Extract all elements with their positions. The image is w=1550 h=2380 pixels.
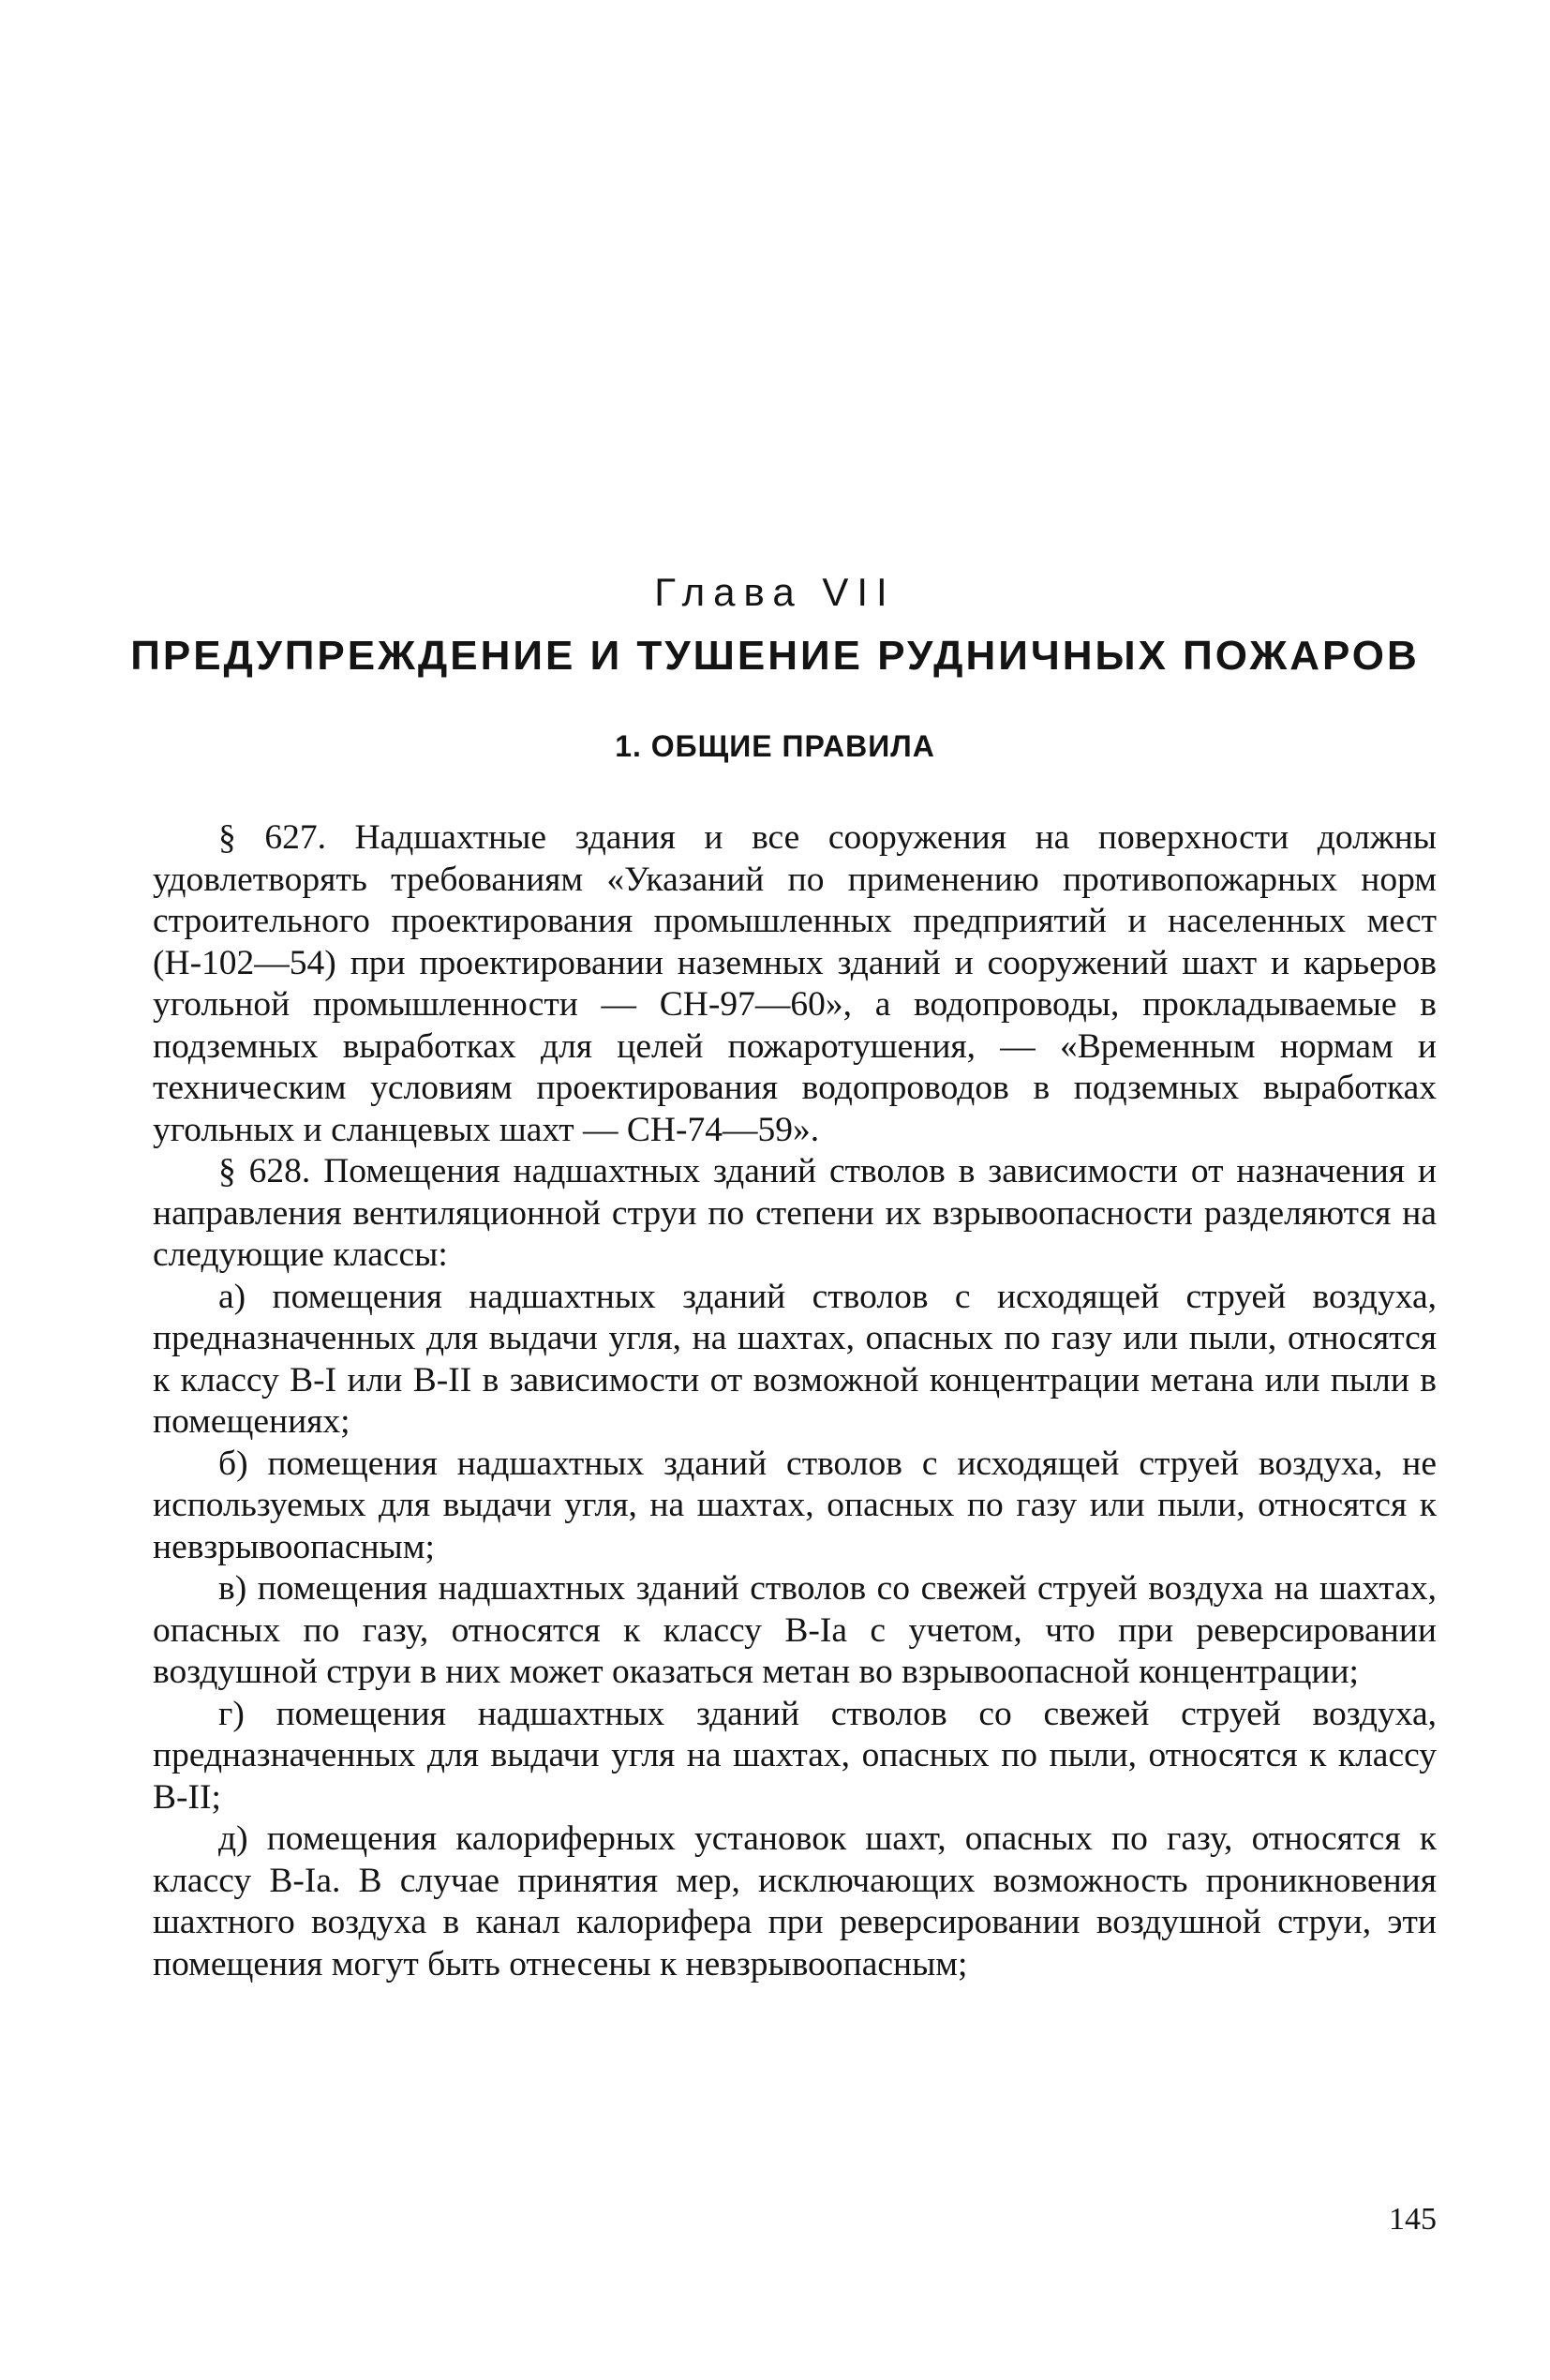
clause-g: г) помещения надшахтных зданий стволов со свежей струей воздуха, предназначенных для выдачи угля на шахтах, опасных по пыли, относятся к классу В-II; (153, 1694, 1437, 1817)
page-number: 145 (1389, 2202, 1437, 2237)
paragraph-627: § 627. Надшахтные здания и все сооружения на поверхности должны удовлетворять требованиям «Указаний по применению противопожарных норм строительного проектирования промышленных предприятий и населенных мест (Н-102—54) при проектировании наземных зданий и сооружений шахт и карьеров угольной промышленности — СН-97—60», а водопроводы, прокладываемые в подземных выработках для целей пожаротушения, — «Временным нормам и техническим условиям проектирования водопроводов в подземных выработках угольных и сланцевых шахт — СН-74—59». (153, 818, 1437, 1149)
clause-v: в) помещения надшахтных зданий стволов со свежей струей воздуха на шахтах, опасных по газу, относятся к классу В-Iа с учетом, что при реверсировании воздушной струи в них может оказаться метан во взрывоопасной концентрации; (153, 1569, 1437, 1691)
chapter-title: ПРЕДУПРЕЖДЕНИЕ И ТУШЕНИЕ РУДНИЧНЫХ ПОЖАРОВ (130, 633, 1420, 679)
paragraph-628: § 628. Помещения надшахтных зданий стволов в зависимости от назначения и направления вентиляционной струи по степени их взрывоопасности разделяются на следующие классы: (153, 1152, 1437, 1274)
body-text (153, 817, 1437, 1985)
section-title: 1. ОБЩИЕ ПРАВИЛА (615, 729, 935, 763)
clause-b: б) помещения надшахтных зданий стволов с исходящей струей воздуха, не используемых для выдачи угля, на шахтах, опасных по газу или пыли, относятся к невзрывоопасным; (153, 1444, 1437, 1566)
clause-d: д) помещения калориферных установок шахт, опасных по газу, относятся к классу В-Iа. В случае принятия мер, исключающих возможность проникновения шахтного воздуха в канал калорифера при реверсировании воздушной струи, эти помещения могут быть отнесены к невзрывоопасным; (153, 1819, 1437, 1983)
clause-a: а) помещения надшахтных зданий стволов с исходящей струей воздуха, предназначенных для выдачи угля, на шахтах, опасных по газу или пыли, относятся к классу В-I или В-II в зависимости от возможной концентрации метана или пыли в помещениях; (153, 1277, 1437, 1441)
chapter-label: Глава VII (654, 570, 896, 614)
